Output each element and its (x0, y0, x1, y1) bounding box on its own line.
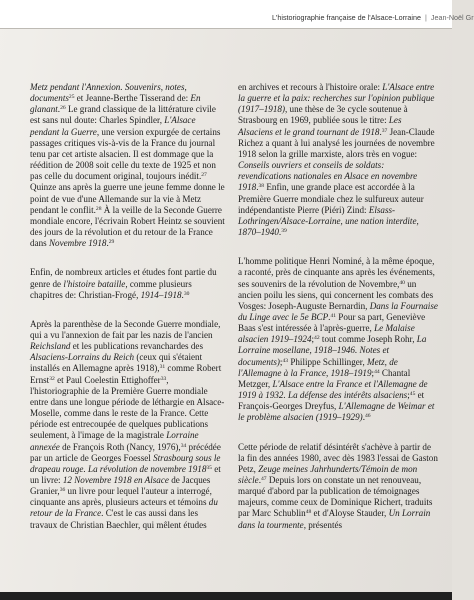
text-run: Philippe Schillinger, (288, 356, 367, 367)
text-run: . (57, 104, 61, 115)
paragraph (30, 82, 225, 249)
cited-title: Elsass-Lothringen/Alsace-Lorraine, une nation interdite, 1870–1940 (238, 204, 419, 238)
cited-title: L'Alsace entre la guerre et la paix: recherches sur l'opinion publique (1917–1918) (238, 82, 435, 115)
text-run: . (256, 182, 259, 193)
footnote-ref: 39 (281, 228, 287, 235)
text-run: À la veille de la Seconde Guerre mondiale encore, l'écrivain Robert Heintz se souvient des jours de la révolution et du retour de la France dans (30, 204, 225, 249)
cited-title: Lorraine annexée (30, 430, 199, 452)
header-bar (0, 0, 474, 28)
running-head-author: Jean-Noël Gr (430, 13, 474, 22)
footnote-ref: 40 (399, 279, 405, 286)
text-run: Enfin, de nombreux articles et études font partie du genre de (30, 267, 217, 289)
header-divider (0, 28, 452, 29)
cited-title: Conseils ouvriers et conseils de soldats: revendications nationales en Alsace en novembre 1918 (238, 160, 418, 193)
cited-title: En glanant (30, 93, 201, 115)
footnote-ref: 44 (374, 368, 380, 375)
text-run: , une thèse de 3e cycle soutenue à Strasbourg en 1969, publiée sous le titre: (238, 104, 408, 126)
footnote-ref: 45 (409, 391, 416, 398)
text-run: et d'Aloyse Stauder, (311, 508, 389, 519)
left-text-column (30, 82, 225, 531)
text-run: . (328, 311, 331, 322)
text-run: , l'historiographie de la Première Guerre mondiale entre dans une longue période de léthargie en Alsace-Moselle, comme dans le reste de la France. Cette période est entrecoupée de quelques publications seulement, à l'image de la magistrale (30, 374, 225, 441)
text-run: . (106, 238, 109, 249)
text-run: ; (371, 367, 375, 378)
text-run: et un livre: (30, 463, 221, 485)
text-run: (ceux qui s'étaient installés en Allemagne après 1918), (30, 352, 203, 374)
footnote-ref: 38 (258, 183, 265, 190)
text-run: . (181, 289, 184, 300)
footnote-ref: 31 (159, 364, 166, 371)
footnote-ref: 26 (60, 105, 66, 112)
text-run: un livre pour lequel l'auteur a interrogé, cinquante ans après, plusieurs acteurs et témoins (30, 486, 212, 508)
cited-title: Novembre 1918 (48, 238, 107, 249)
cited-title: Les Alsaciens et le grand tournant de 1918 (238, 115, 402, 137)
cited-title: Le Malaise alsacien 1919–1924 (238, 323, 415, 345)
text-run: un ancien poilu les siens, qui concernent les combats des Vosges: Joseph-Auguste Bernardin, (238, 278, 434, 311)
text-run: Quinze ans après la guerre une jeune femme donne le point de vue d'une Allemande sur la vie à Metz pendant le conflit. (30, 182, 225, 215)
footnote-ref: 28 (95, 205, 102, 212)
text-run: Depuis lors on constate un net renouveau, marqué d'abord par la publication de témoignages majeurs, comme ceux de Dominique Richert, traduits par Marc Schublin (238, 475, 433, 519)
text-run: ; (311, 334, 315, 345)
text-run: tout comme Joseph Rohr, (319, 334, 417, 345)
footnote-ref: 48 (305, 509, 312, 516)
cited-title: Alsaciens-Lorrains du Reich (30, 352, 135, 363)
text-run: et Paul Coelestin Ettighoffer (54, 374, 161, 385)
text-run: , comme plusieurs chapitres de: Christian-Frogé, (30, 278, 192, 300)
text-run: . (278, 227, 282, 238)
cited-title: Un Lorrain dans la tourmente (238, 508, 431, 530)
text-run: Chantal Metzger, (238, 367, 411, 389)
footnote-ref: 33 (160, 375, 167, 382)
cited-title: Zeuge meines Jahrhunderts/Témoin de mon siècle (238, 463, 418, 485)
cited-title: La Lorraine mosellane, 1918–1946. Notes et documents) (238, 334, 427, 367)
text-run: en archives et recours à l'histoire orale: (238, 82, 383, 92)
text-run: ; (407, 390, 410, 401)
running-head-title: L'historiographie française de l'Alsace-Lorraine (272, 13, 421, 22)
footnote-ref: 41 (330, 312, 337, 319)
footnote-ref: 34 (180, 442, 187, 449)
cited-title: Metz pendant l'Annexion. Souvenirs, notes, documents (30, 82, 187, 104)
text-run: . (258, 475, 261, 485)
text-run: . (379, 126, 382, 137)
cited-title: L'Alsace entre la France et l'Allemagne de 1919 à 1932. La défense des intérêts alsaciens (238, 378, 428, 401)
footnote-ref: 37 (381, 127, 388, 134)
footnote-ref: 47 (260, 476, 267, 482)
paragraph (30, 267, 225, 300)
footnote-ref: 30 (183, 290, 190, 297)
text-run: et Jeanne-Berthe Tisserand de: (74, 93, 191, 104)
text-run: Jean-Claude Richez a quant à lui analysé les journées de novembre 1918 selon la grille marxiste, alors très en vogue: (238, 126, 435, 159)
text-run: , présentés (303, 519, 343, 530)
footnote-ref: 42 (314, 335, 320, 342)
footnote-ref: 43 (282, 357, 289, 364)
paragraph (238, 442, 438, 531)
text-run: ; (279, 356, 283, 367)
text-run: , une version expurgée de certains passages critiques vis-à-vis de la France du journal tenu par cet artiste alsacien. Il est dommage que la réédition de 2008 soit celle du texte de 1925 et non pas celle du document original, toujours inédit. (30, 126, 221, 182)
cited-title: L'Alsace pendant la Guerre (30, 115, 196, 137)
text-run: L'homme politique Henri Nominé, à la même époque, a raconté, près de cinquante ans après les événements, ses souvenirs de la révolution de Novembre, (238, 256, 435, 289)
right-text-column (238, 82, 438, 531)
paragraph (238, 256, 438, 423)
footnote-ref: 25 (68, 94, 75, 101)
text-run: comme Robert Ernst (30, 363, 222, 385)
footnote-ref: 27 (201, 172, 207, 179)
text-run: de François Roth (Nancy, 1976), (59, 441, 181, 452)
text-run: . (362, 412, 365, 423)
running-head-separator: | (424, 13, 427, 22)
text-run: Cette période de relatif désintérêt s'achève à partir de la fin des années 1980, avec dès 1983 l'essai de Gaston Petz, (238, 441, 438, 474)
cited-title: L'Allemagne de Weimar et le problème alsacien (1919–1929) (238, 401, 435, 423)
paragraph (30, 319, 225, 531)
paragraph (238, 82, 438, 238)
text-run: précédée par un article de Georges Foessel (30, 441, 221, 463)
text-run: et François-Georges Dreyfus, (238, 390, 425, 412)
cited-title: du retour de la France (30, 497, 218, 519)
cited-title: l'histoire bataille (63, 278, 126, 289)
text-run: Le grand classique de la littérature civile est sans nul doute: Charles Spindler, (30, 104, 216, 126)
footnote-ref: 32 (49, 375, 55, 382)
footnote-ref: 46 (364, 413, 371, 420)
text-run: Enfin, une grande place est accordée à la Première Guerre mondiale chez le sulfureux auteur indépendantiste Pierre (Piéri) Zind: (238, 182, 424, 215)
footnote-ref: 35 (206, 464, 212, 471)
running-head (272, 13, 472, 22)
cited-title: Strasbourg sous le drapeau rouge. La révolution de novembre 1918 (30, 452, 221, 474)
cited-title: Metz, de l'Allemagne à la France, 1918–1919 (238, 356, 398, 378)
text-run: et les publications revanchardes des (70, 341, 203, 352)
text-run: Après la parenthèse de la Seconde Guerre mondiale, qui a vu l'annexion de fait par les nazis de l'ancien (30, 318, 221, 340)
text-run: de Jacques Granier, (30, 475, 211, 497)
cited-title: 1914–1918 (140, 289, 182, 300)
cited-title: Dans la Fournaise du Linge avec le 5e BCP (238, 300, 438, 322)
text-run: Pour sa part, Geneviève Baas s'est intéressée à l'après-guerre, (238, 311, 426, 334)
footnote-ref: 29 (108, 239, 115, 246)
cited-title: Reichsland (30, 341, 71, 352)
bottom-edge-bar (0, 592, 452, 600)
text-run: . C'est le cas aussi dans les travaux de Christian Baechler, qui mêlent études (30, 508, 207, 530)
footnote-ref: 36 (59, 487, 66, 494)
cited-title: 12 Novembre 1918 en Alsace (62, 475, 169, 485)
